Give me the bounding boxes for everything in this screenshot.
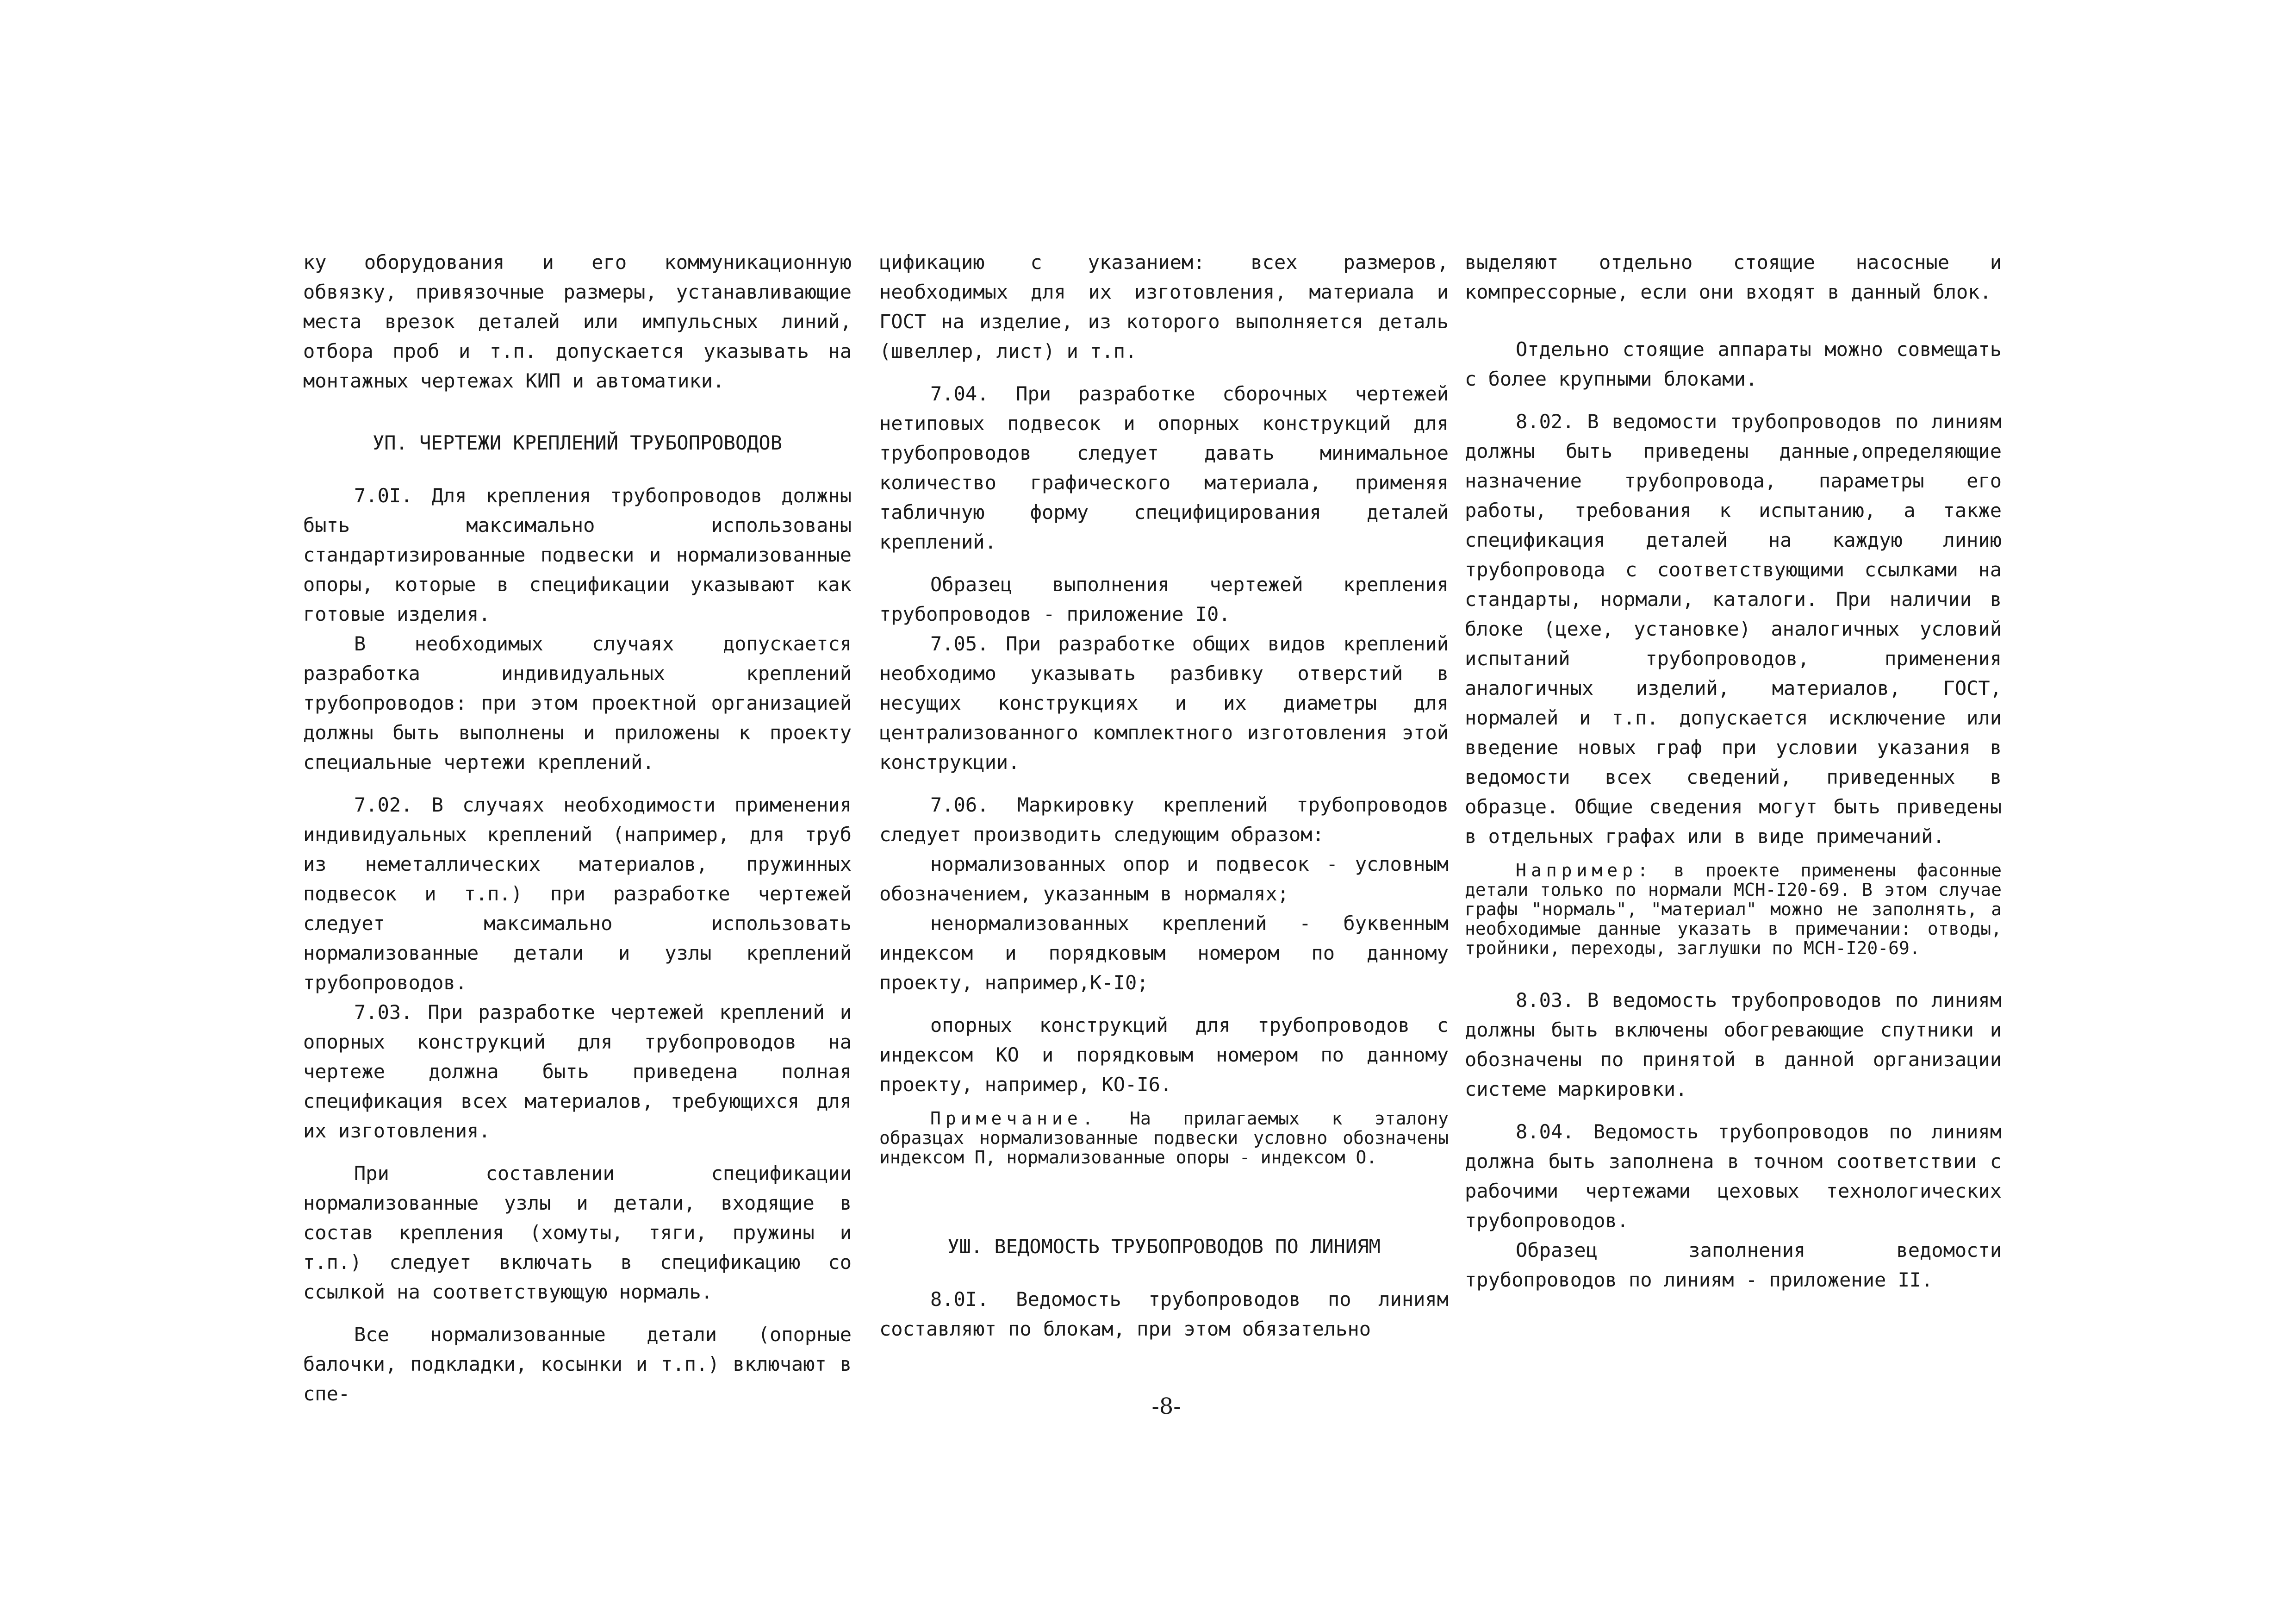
page-number: -8-	[1151, 1393, 1181, 1419]
note-text: На прилагаемых к эталону образцах нормализованные подвески условно обозначены индексом П, нормализованные опоры - индексом О.	[879, 1108, 1449, 1168]
paragraph-7-03-b: При составлении спецификации нормализованные узлы и детали, входящие в состав крепления (хомуты, тяги, пружины и т.п.) следует включать в спецификацию со ссылкой на соответствующую нормаль.	[303, 1162, 852, 1303]
section-8-title: УШ. ВЕДОМОСТЬ ТРУБОПРОВОДОВ ПО ЛИНИЯМ	[947, 1235, 1381, 1258]
section-7-title: УП. ЧЕРТЕЖИ КРЕПЛЕНИЙ ТРУБОПРОВОДОВ	[372, 431, 782, 454]
note	[879, 1109, 1449, 1167]
paragraph-8-04-b: Образец заполнения ведомости трубопроводов по линиям - приложение II.	[1465, 1239, 2002, 1291]
paragraph-continuation: цификацию с указанием: всех размеров, необходимых для их изготовления, материала и ГОСТ на изделие, из которого выполняется деталь (швеллер, лист) и т.п.	[879, 251, 1449, 362]
paragraph-7-06-c: опорных конструкций для трубопроводов с индексом КО и порядковым номером по данному проекту, например, КО-I6.	[879, 1014, 1449, 1096]
paragraph-7-01-b: В необходимых случаях допускается разработка индивидуальных креплений трубопроводов: при этом проектной организацией должны быть выполнены и приложены к проекту специальные чертежи креплений.	[303, 632, 852, 774]
note-label: Примечание.	[930, 1108, 1098, 1129]
column-right	[1465, 248, 2002, 1295]
paragraph-7-03-c: Все нормализованные детали (опорные балочки, подкладки, косынки и т.п.) включают в спе-	[303, 1323, 852, 1405]
paragraph-7-03: 7.03. При разработке чертежей креплений и опорных конструкций для трубопроводов на чертеже должна быть приведена полная спецификация всех материалов, требующихся для их изготовления.	[303, 1001, 852, 1142]
paragraph-8-03: 8.03. В ведомость трубопроводов по линиям должны быть включены обогревающие спутники и обозначены по принятой в данной организации системе маркировки.	[1465, 989, 2002, 1100]
paragraph-7-01: 7.0I. Для крепления трубопроводов должны быть максимально использованы стандартизированные подвески и нормализованные опоры, которые в спецификации указывают как готовые изделия.	[303, 484, 852, 625]
column-left	[303, 248, 852, 1409]
paragraph-7-06-a: нормализованных опор и подвесок - условным обозначением, указанным в нормалях;	[879, 853, 1449, 905]
paragraph-7-02: 7.02. В случаях необходимости применения индивидуальных креплений (например, для труб из неметаллических материалов, пружинных подвесок и т.п.) при разработке чертежей следует максимально использовать нормализованные детали и узлы креплений трубопроводов.	[303, 793, 852, 994]
example-note	[1465, 861, 2002, 958]
example-label: Например:	[1516, 860, 1653, 881]
column-middle	[879, 248, 1449, 1344]
paragraph-7-06-b: ненормализованных креплений - буквенным индексом и порядковым номером по данному проекту, например,К-I0;	[879, 912, 1449, 994]
paragraph-continuation: выделяют отдельно стоящие насосные и компрессорные, если они входят в данный блок.	[1465, 251, 2002, 303]
paragraph-8-01: 8.0I. Ведомость трубопроводов по линиям составляют по блокам, при этом обязательно	[879, 1288, 1449, 1340]
paragraph-8-02: 8.02. В ведомости трубопроводов по линиям должны быть приведены данные,определяющие назначение трубопровода, параметры его работы, требования к испытанию, а также спецификация деталей на каждую линию трубопровода с соответствующими ссылками на стандарты, нормали, каталоги. При наличии в блоке (цехе, установке) аналогичных условий испытаний трубопроводов, применения аналогичных изделий, материалов, ГОСТ, нормалей и т.п. допускается исключение или введение новых граф при условии указания в ведомости всех сведений, приведенных в образце. Общие сведения могут быть приведены в отдельных графах или в виде примечаний.	[1465, 410, 2002, 848]
paragraph-7-04: 7.04. При разработке сборочных чертежей нетиповых подвесок и опорных конструкций для трубопроводов следует давать минимальное количество графического материала, применяя табличную форму специфицирования деталей креплений.	[879, 382, 1449, 553]
paragraph-continuation: ку оборудования и его коммуникационную обвязку, привязочные размеры, устанавливающие места врезок деталей или импульсных линий, отбора проб и т.п. допускается указывать на монтажных чертежах КИП и автоматики.	[303, 251, 852, 392]
example-text: в проекте применены фасонные детали только по нормали МСН-I20-69. В этом случае графы "нормаль", "материал" можно не заполнять, а необходимые данные указать в примечании: отводы, тройники, переходы, заглушки по МСН-I20-69.	[1465, 860, 2002, 958]
paragraph-standalone-devices: Отдельно стоящие аппараты можно совмещать с более крупными блоками.	[1465, 338, 2002, 390]
paragraph-8-04: 8.04. Ведомость трубопроводов по линиям должна быть заполнена в точном соответствии с рабочими чертежами цеховых технологических трубопроводов.	[1465, 1120, 2002, 1232]
paragraph-7-05: 7.05. При разработке общих видов креплений необходимо указывать разбивку отверстий в несущих конструкциях и их диаметры для централизованного комплектного изготовления этой конструкции.	[879, 632, 1449, 774]
paragraph-7-06: 7.06. Маркировку креплений трубопроводов следует производить следующим образом:	[879, 793, 1449, 846]
paragraph-7-04-b: Образец выполнения чертежей крепления трубопроводов - приложение I0.	[879, 573, 1449, 625]
